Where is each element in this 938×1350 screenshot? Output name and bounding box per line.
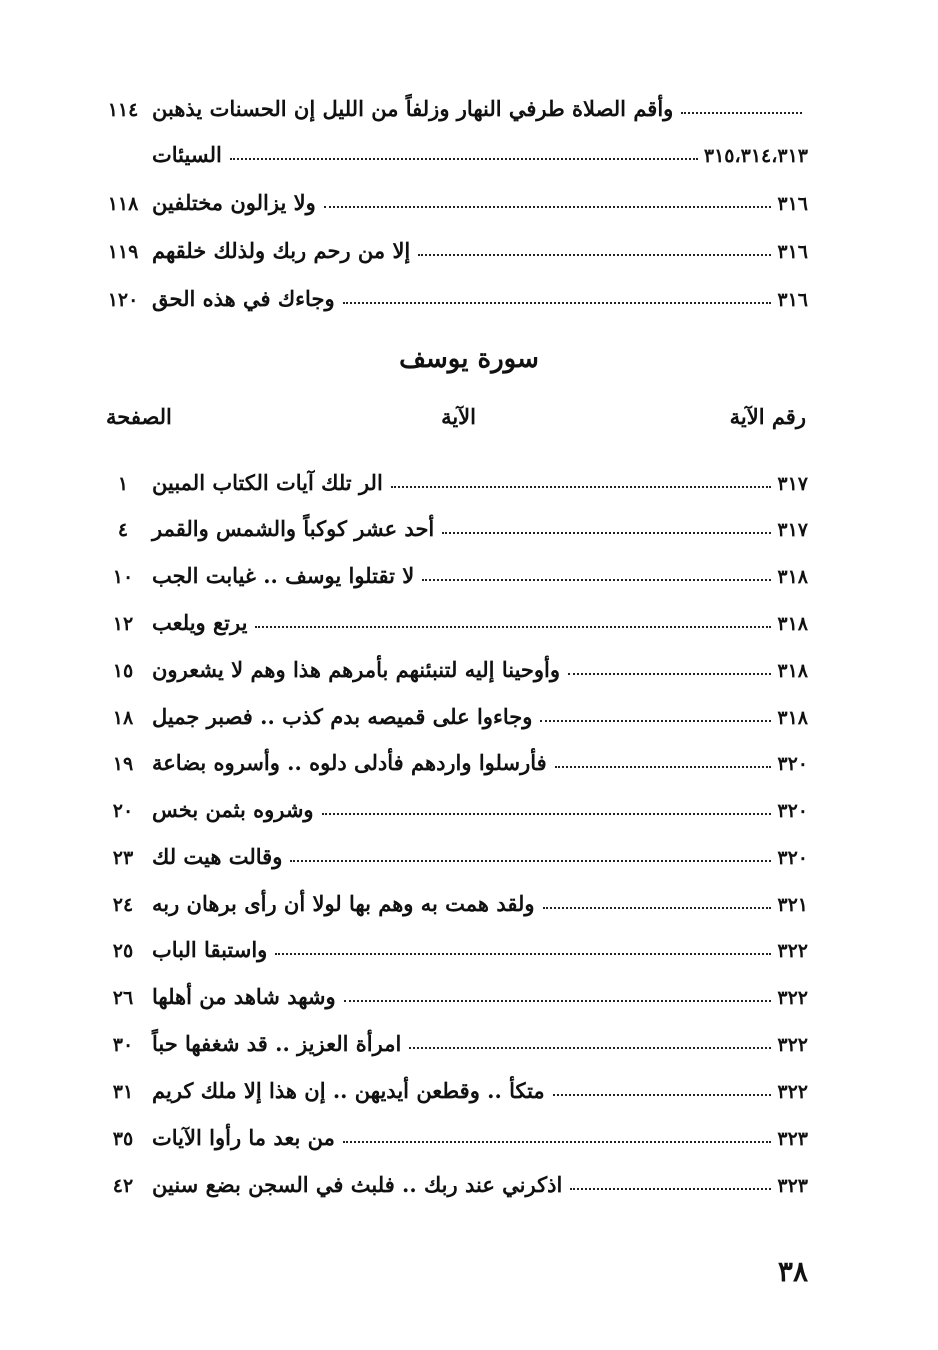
dot-leader: [230, 158, 698, 160]
page-reference: ٣١٦: [777, 289, 808, 311]
verse-text: الر تلك آيات الكتاب المبين: [152, 469, 383, 495]
verse-text: فأرسلوا واردهم فأدلى دلوه .. وأسروه بضاعة: [152, 749, 547, 775]
index-row: [100, 598, 810, 638]
index-row: [100, 504, 810, 544]
verse-number: ٢٣: [112, 847, 134, 869]
page-reference: ٣١٨: [777, 613, 808, 635]
page-reference: ٣٢٢: [777, 1081, 808, 1103]
page-reference: ٣١٦: [777, 241, 808, 263]
verse-text: وشروه بثمن بخس: [152, 796, 314, 822]
page-reference: ٣٢٢: [777, 940, 808, 962]
verse-text: امرأة العزيز .. قد شغفها حباً: [152, 1030, 402, 1056]
index-row: [100, 274, 810, 314]
verse-number: ١١٨: [107, 193, 139, 215]
verse-number: ١٢٠: [107, 289, 139, 311]
verse-text: وقالت هيت لك: [152, 843, 283, 869]
column-header-page: الصفحة: [106, 404, 172, 429]
index-row: [100, 1019, 810, 1059]
page-reference: ٣١٧: [777, 473, 808, 495]
dot-leader: [442, 532, 771, 534]
verse-number: ٣٠: [112, 1034, 134, 1056]
index-row: [100, 972, 810, 1012]
index-row: [100, 551, 810, 591]
dot-leader: [570, 1188, 771, 1190]
dot-leader: [343, 302, 772, 304]
dot-leader: [343, 1141, 771, 1143]
verse-text: وأقم الصلاة طرفي النهار وزلفاً من الليل إن الحسنات يذهبن: [152, 95, 674, 121]
page-reference: ٣١٥،٣١٤،٣١٣: [703, 145, 808, 167]
index-row: [100, 178, 810, 218]
verse-text: من بعد ما رأوا الآيات: [152, 1124, 335, 1150]
index-row: [100, 832, 810, 872]
page-reference: ٣١٦: [777, 193, 808, 215]
index-row: [100, 1066, 810, 1106]
column-header-verse: الآية: [441, 404, 476, 429]
dot-leader: [275, 953, 771, 955]
page-reference: ٣٢٣: [777, 1128, 808, 1150]
dot-leader: [555, 766, 772, 768]
index-row: [100, 692, 810, 732]
page-reference: ٣٢١: [777, 894, 808, 916]
verse-text: واستبقا الباب: [152, 936, 268, 962]
index-row: [100, 458, 810, 498]
verse-text: السيئات: [152, 141, 222, 167]
page-reference: ٣٢٣: [777, 1175, 808, 1197]
index-row: [100, 645, 810, 685]
verse-number: ٣١: [112, 1081, 134, 1103]
dot-leader: [255, 626, 771, 628]
verse-number: ٢٥: [112, 940, 134, 962]
verse-number: [100, 166, 146, 170]
verse-number: ١: [117, 473, 129, 495]
index-row: [100, 1113, 810, 1153]
verse-number: ٢٠: [112, 800, 134, 822]
verse-number: ١١٤: [107, 99, 139, 121]
page-reference: ٣٢٠: [777, 800, 808, 822]
verse-text: اذكرني عند ربك .. فلبث في السجن بضع سنين: [152, 1171, 563, 1197]
page-reference: ٣٢٠: [777, 847, 808, 869]
page-reference: ٣١٧: [777, 519, 808, 541]
verse-number: ١٨: [112, 707, 134, 729]
verse-text: وجاءوا على قميصه بدم كذب .. فصبر جميل: [152, 703, 533, 729]
dot-leader: [681, 112, 802, 114]
verse-text: وشهد شاهد من أهلها: [152, 983, 336, 1009]
page-number: ٣٨: [777, 1255, 808, 1288]
dot-leader: [322, 813, 772, 815]
dot-leader: [344, 1000, 772, 1002]
dot-leader: [553, 1094, 772, 1096]
index-row: [100, 738, 810, 778]
page-reference: ٣٢٢: [777, 987, 808, 1009]
dot-leader: [290, 860, 771, 862]
verse-text: وأوحينا إليه لتنبئنهم بأمرهم هذا وهم لا يشعرون: [152, 656, 561, 682]
index-row: [100, 925, 810, 965]
verse-text: يرتع ويلعب: [152, 609, 248, 635]
verse-text: ولقد همت به وهم بها لولا أن رأى برهان ربه: [152, 890, 535, 916]
dot-leader: [568, 673, 771, 675]
verse-text: أحد عشر كوكباً والشمس والقمر: [152, 515, 435, 541]
verse-number: ١٥: [112, 660, 134, 682]
verse-number: ٤٢: [112, 1175, 134, 1197]
page-reference: ٣٢٢: [777, 1034, 808, 1056]
verse-number: ١٠: [112, 566, 134, 588]
page-reference: ٣١٨: [777, 707, 808, 729]
dot-leader: [543, 907, 772, 909]
column-header-verse-number: رقم الآية: [729, 404, 806, 429]
dot-leader: [324, 206, 772, 208]
verse-text: وجاءك في هذه الحق: [152, 285, 335, 311]
page-reference: ٣١٨: [777, 566, 808, 588]
column-headers: [106, 404, 806, 438]
index-row: [100, 879, 810, 919]
dot-leader: [422, 579, 771, 581]
index-row: [100, 226, 810, 266]
verse-text: إلا من رحم ربك ولذلك خلقهم: [152, 237, 411, 263]
index-row: [100, 84, 810, 124]
verse-number: ٤: [117, 519, 129, 541]
dot-leader: [409, 1047, 771, 1049]
dot-leader: [418, 254, 771, 256]
surah-title: سورة يوسف: [399, 344, 539, 374]
verse-text: لا تقتلوا يوسف .. غيابت الجب: [152, 562, 415, 588]
verse-number: ١١٩: [107, 241, 139, 263]
verse-number: ٢٤: [112, 894, 134, 916]
page-reference: [802, 120, 810, 124]
verse-text: متكأ .. وقطعن أيديهن .. إن هذا إلا ملك كريم: [152, 1077, 545, 1103]
verse-number: ٢٦: [112, 987, 134, 1009]
verse-number: ١٩: [112, 753, 134, 775]
page-reference: ٣٢٠: [777, 753, 808, 775]
index-row: [100, 1160, 810, 1200]
verse-number: ١٢: [112, 613, 134, 635]
index-row: [100, 130, 810, 170]
index-row: [100, 785, 810, 825]
verse-text: ولا يزالون مختلفين: [152, 189, 316, 215]
verse-number: ٣٥: [112, 1128, 134, 1150]
page-reference: ٣١٨: [777, 660, 808, 682]
dot-leader: [391, 486, 772, 488]
dot-leader: [540, 720, 771, 722]
